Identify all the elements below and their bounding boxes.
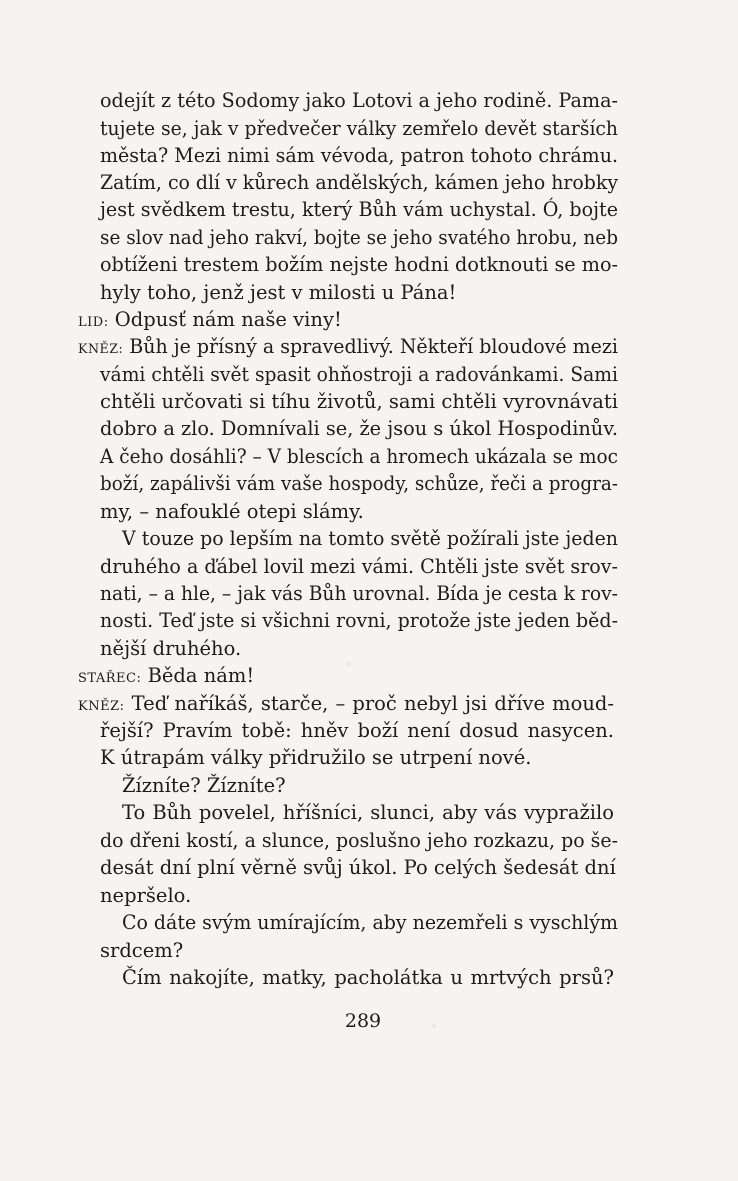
page-number: 289 <box>344 1010 382 1032</box>
text-line <box>100 553 618 581</box>
speaker-line <box>78 662 254 690</box>
line-text: boží, zapálivši vám vaše hospody, schůze, řeči a progra- <box>100 472 618 495</box>
line-text: nosti. Teď jste si všichni rovni, protože jste jeden běd- <box>100 609 618 632</box>
text-line <box>100 388 618 416</box>
line-text: města? Mezi nimi sám vévoda, patron tohoto chrámu. <box>100 144 618 167</box>
text-line <box>100 470 618 498</box>
text-line <box>100 635 241 663</box>
text-line <box>100 279 456 307</box>
text-line <box>100 580 618 608</box>
line-text: V touze po lepším na tomto světě požírali jste jeden <box>122 527 618 550</box>
line-text: chtěli určovati si tíhu životů, sami chtěli vyrovnávati <box>100 390 618 413</box>
line-text: řejší? Pravím tobě: hněv boží není dosud nasycen. <box>100 719 614 742</box>
line-text: A čeho dosáhli? – V blescích a hromech ukázala se moc <box>100 445 618 468</box>
text-line <box>100 142 618 170</box>
speaker-name: LID: <box>78 315 109 330</box>
line-text: nepršelo. <box>100 884 192 907</box>
paper-blemish <box>347 662 351 666</box>
speaker-name: KNĚZ: <box>78 699 125 714</box>
text-line <box>100 169 618 197</box>
text-line <box>122 909 618 937</box>
line-text: Co dáte svým umírajícím, aby nezemřeli s vyschlým <box>122 911 618 934</box>
line-text: K útrapám války přidružilo se utrpení nové. <box>100 746 532 769</box>
speaker-line <box>78 690 614 718</box>
text-line <box>122 799 614 827</box>
text-line <box>100 443 618 471</box>
speaker-name: STAŘEC: <box>78 671 142 686</box>
text-line <box>100 87 618 115</box>
text-line <box>100 498 364 526</box>
text-line <box>100 415 618 443</box>
text-line <box>100 224 618 252</box>
paper-blemish <box>432 1024 436 1028</box>
text-line <box>100 115 618 143</box>
line-text: do dřeni kostí, a slunce, poslušno jeho rozkazu, po še- <box>100 829 618 852</box>
text-line <box>122 525 618 553</box>
line-text: odejít z této Sodomy jako Lotovi a jeho rodině. Pama- <box>100 89 618 112</box>
speaker-line <box>78 333 618 361</box>
line-text: Běda nám! <box>147 664 255 687</box>
line-text: desát dní plní věrně svůj úkol. Po celých šedesát dní <box>100 856 616 879</box>
line-text: Čím nakojíte, matky, pacholátka u mrtvých prsů? <box>122 966 614 989</box>
line-text: Žízníte? Žízníte? <box>122 774 286 797</box>
text-line <box>100 196 618 224</box>
line-text: Teď naříkáš, starče, – proč nebyl jsi dříve moud- <box>131 692 614 715</box>
line-text: Odpusť nám naše viny! <box>114 308 342 331</box>
line-text: dobro a zlo. Domnívali se, že jsou s úkol Hospodinův. <box>100 417 618 440</box>
line-text: nější druhého. <box>100 637 242 660</box>
text-line <box>122 964 614 992</box>
text-line <box>100 827 618 855</box>
speaker-name: KNĚZ: <box>78 342 124 357</box>
line-text: nati, – a hle, – jak vás Bůh urovnal. Bída je cesta k rov- <box>100 582 618 605</box>
text-line <box>100 607 618 635</box>
line-text: se slov nad jeho rakví, bojte se jeho svatého hrobu, neb <box>100 226 618 249</box>
line-text: srdcem? <box>100 939 184 962</box>
line-text: hyly toho, jenž jest v milosti u Pána! <box>100 281 457 304</box>
text-line <box>100 251 618 279</box>
line-text: Bůh je přísný a spravedlivý. Někteří bloudové mezi <box>129 335 618 358</box>
text-line <box>100 937 183 965</box>
line-text: jest svědkem trestu, který Bůh vám uchystal. Ó, bojte <box>100 198 618 221</box>
line-text: druhého a ďábel lovil mezi vámi. Chtěli jste svět srov- <box>100 555 618 578</box>
line-text: vámi chtěli svět spasit ohňostroji a radovánkami. Sami <box>100 363 618 386</box>
speaker-line <box>78 306 342 334</box>
text-line <box>100 717 614 745</box>
line-text: my, – nafouklé otepi slámy. <box>100 500 364 523</box>
text-line <box>100 854 616 882</box>
line-text: Zatím, co dlí v kůrech andělských, kámen jeho hrobky <box>100 171 618 194</box>
line-text: To Bůh povelel, hříšníci, slunci, aby vás vypražilo <box>122 801 614 824</box>
text-line <box>100 361 618 389</box>
text-line <box>122 772 286 800</box>
text-line <box>100 882 191 910</box>
text-line <box>100 744 531 772</box>
line-text: obtíženi trestem božím nejste hodni dotknouti se mo- <box>100 253 618 276</box>
line-text: tujete se, jak v předvečer války zemřelo devět starších <box>100 117 618 140</box>
